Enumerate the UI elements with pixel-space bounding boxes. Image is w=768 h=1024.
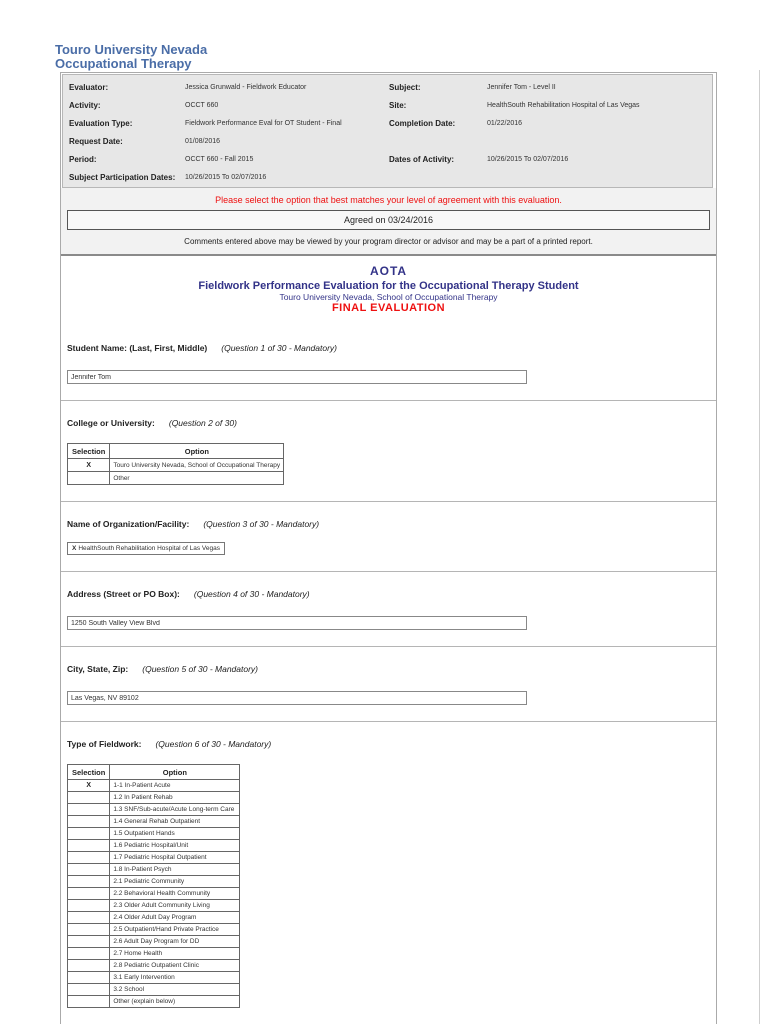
facility-name: HealthSouth Rehabilitation Hospital of Las Vegas <box>78 545 220 552</box>
option-row[interactable] <box>68 960 240 972</box>
question-4-address <box>61 571 716 646</box>
form-area <box>61 256 716 1024</box>
address-input[interactable] <box>67 616 527 630</box>
selection-x-mark: X <box>72 545 77 552</box>
page-title <box>55 43 207 71</box>
option-row[interactable] <box>68 459 284 472</box>
selection-cell[interactable] <box>68 864 110 876</box>
option-row[interactable] <box>68 816 240 828</box>
info-field-value: Jessica Grunwald - Fieldwork Educator <box>185 84 307 91</box>
page-edge-divider <box>759 70 760 1024</box>
option-label: 1.2 In Patient Rehab <box>110 792 240 804</box>
option-row[interactable] <box>68 996 240 1008</box>
info-field-label: Site: <box>389 101 407 110</box>
option-row[interactable] <box>68 984 240 996</box>
selection-cell[interactable] <box>68 900 110 912</box>
question-meta: (Question 4 of 30 - Mandatory) <box>193 589 310 599</box>
form-subtitle: Touro University Nevada, School of Occupational Therapy <box>279 292 498 302</box>
option-label: 2.3 Older Adult Community Living <box>110 900 240 912</box>
student-name-input[interactable] <box>67 370 527 384</box>
option-row[interactable] <box>68 972 240 984</box>
selection-cell[interactable] <box>68 792 110 804</box>
option-row[interactable] <box>68 924 240 936</box>
option-label: 2.7 Home Health <box>110 948 240 960</box>
question-label: College or University: <box>67 418 155 428</box>
question-label: Type of Fieldwork: <box>67 739 142 749</box>
question-3-organization <box>61 501 716 571</box>
option-row[interactable] <box>68 792 240 804</box>
selection-cell[interactable] <box>68 996 110 1008</box>
option-label: 1.5 Outpatient Hands <box>110 828 240 840</box>
info-field-value <box>487 137 708 138</box>
info-row <box>69 137 708 155</box>
final-evaluation-label: FINAL EVALUATION <box>331 302 446 314</box>
info-field-value: OCCT 660 - Fall 2015 <box>185 156 254 163</box>
selection-cell[interactable] <box>68 948 110 960</box>
option-label: 1.4 General Rehab Outpatient <box>110 816 240 828</box>
option-column-header: Option <box>110 765 240 780</box>
option-row[interactable] <box>68 888 240 900</box>
option-label: 2.2 Behavioral Health Community <box>110 888 240 900</box>
agreement-notice: Please select the option that best matches your level of agreement with this evaluation. <box>215 195 562 205</box>
info-field-label: Completion Date: <box>389 119 456 128</box>
selection-cell[interactable] <box>68 924 110 936</box>
option-row[interactable] <box>68 912 240 924</box>
option-row[interactable] <box>68 472 284 485</box>
option-label: 1.6 Pediatric Hospital/Unit <box>110 840 240 852</box>
city-state-zip-input[interactable] <box>67 691 527 705</box>
selection-cell[interactable] <box>68 840 110 852</box>
option-column-header: Option <box>110 444 284 459</box>
selection-cell[interactable] <box>68 972 110 984</box>
option-label: 1.3 SNF/Sub-acute/Acute Long-term Care <box>110 804 240 816</box>
agreed-status-box[interactable]: Agreed on 03/24/2016 <box>67 210 710 230</box>
question-label: Name of Organization/Facility: <box>67 519 190 529</box>
option-label: 3.1 Early Intervention <box>110 972 240 984</box>
info-field-label: Subject: <box>389 83 421 92</box>
option-row[interactable] <box>68 804 240 816</box>
info-field-label: Evaluator: <box>69 83 109 92</box>
option-label: 2.4 Older Adult Day Program <box>110 912 240 924</box>
info-field-value: Fieldwork Performance Eval for OT Student - Final <box>185 120 342 127</box>
selection-cell[interactable] <box>68 472 110 485</box>
college-selection-table <box>67 443 284 485</box>
option-label: 2.8 Pediatric Outpatient Clinic <box>110 960 240 972</box>
selection-cell[interactable] <box>68 876 110 888</box>
selection-cell[interactable] <box>68 828 110 840</box>
selection-cell[interactable]: X <box>68 780 110 792</box>
option-row[interactable] <box>68 828 240 840</box>
option-row[interactable] <box>68 840 240 852</box>
comments-note: Comments entered above may be viewed by your program director or advisor and may be a part of a printed report. <box>184 237 593 246</box>
question-meta: (Question 3 of 30 - Mandatory) <box>203 519 320 529</box>
option-label: Touro University Nevada, School of Occupational Therapy <box>110 459 284 472</box>
table-header-row <box>68 765 240 780</box>
info-field-value: HealthSouth Rehabilitation Hospital of Las Vegas <box>487 102 640 109</box>
info-row <box>69 119 708 137</box>
selection-cell[interactable] <box>68 816 110 828</box>
info-field-value: 10/26/2015 To 02/07/2016 <box>487 156 569 163</box>
question-2-college <box>61 400 716 501</box>
info-field-value: OCCT 660 <box>185 102 219 109</box>
info-row <box>69 155 708 173</box>
selection-cell[interactable] <box>68 804 110 816</box>
selection-column-header: Selection <box>68 765 110 780</box>
option-label: 2.6 Adult Day Program for DD <box>110 936 240 948</box>
option-label: 2.1 Pediatric Community <box>110 876 240 888</box>
info-field-value: 01/08/2016 <box>185 138 221 145</box>
info-field-label: Subject Participation Dates: <box>69 173 176 182</box>
question-label: Student Name: (Last, First, Middle) <box>67 343 208 353</box>
option-row[interactable] <box>68 864 240 876</box>
selection-cell[interactable] <box>68 984 110 996</box>
question-label: Address (Street or PO Box): <box>67 589 180 599</box>
question-1-student-name <box>61 326 716 400</box>
org-name: AOTA <box>369 264 408 278</box>
info-field-value: 01/22/2016 <box>487 120 523 127</box>
question-meta: (Question 6 of 30 - Mandatory) <box>155 739 272 749</box>
evaluation-document <box>60 72 717 1024</box>
agreement-section <box>61 188 716 256</box>
department-name: Occupational Therapy <box>55 56 192 71</box>
question-meta: (Question 2 of 30) <box>168 418 237 428</box>
info-field-label: Activity: <box>69 101 101 110</box>
facility-selected-box[interactable] <box>67 542 225 555</box>
question-meta: (Question 5 of 30 - Mandatory) <box>142 664 259 674</box>
university-name: Touro University Nevada <box>55 42 208 57</box>
option-row[interactable] <box>68 780 240 792</box>
question-label: City, State, Zip: <box>67 664 129 674</box>
option-label: Other <box>110 472 284 485</box>
table-header-row <box>68 444 284 459</box>
info-row <box>69 83 708 101</box>
question-5-city-state-zip <box>61 646 716 721</box>
question-6-fieldwork-type <box>61 721 716 1024</box>
option-row[interactable] <box>68 948 240 960</box>
question-meta: (Question 1 of 30 - Mandatory) <box>221 343 338 353</box>
selection-cell[interactable] <box>68 852 110 864</box>
info-field-value <box>487 173 708 174</box>
option-label: 1-1 In-Patient Acute <box>110 780 240 792</box>
option-label: 1.7 Pediatric Hospital Outpatient <box>110 852 240 864</box>
fieldwork-type-selection-table <box>67 764 240 1008</box>
selection-cell[interactable]: X <box>68 459 110 472</box>
info-field-label: Period: <box>69 155 97 164</box>
option-row[interactable] <box>68 852 240 864</box>
info-field-label: Request Date: <box>69 137 123 146</box>
option-label: Other (explain below) <box>110 996 240 1008</box>
selection-cell[interactable] <box>68 888 110 900</box>
info-field-label: Dates of Activity: <box>389 155 455 164</box>
selection-cell[interactable] <box>68 936 110 948</box>
info-field-label: Evaluation Type: <box>69 119 133 128</box>
evaluation-info-panel <box>62 74 713 188</box>
info-field-value: 10/26/2015 To 02/07/2016 <box>185 174 267 181</box>
info-row <box>69 101 708 119</box>
option-row[interactable] <box>68 900 240 912</box>
option-row[interactable] <box>68 936 240 948</box>
info-field-value: Jennifer Tom - Level II <box>487 84 556 91</box>
option-label: 1.8 In-Patient Psych <box>110 864 240 876</box>
selection-cell[interactable] <box>68 960 110 972</box>
form-title: Fieldwork Performance Evaluation for the Occupational Therapy Student <box>198 280 579 292</box>
selection-column-header: Selection <box>68 444 110 459</box>
selection-cell[interactable] <box>68 912 110 924</box>
option-label: 3.2 School <box>110 984 240 996</box>
option-label: 2.5 Outpatient/Hand Private Practice <box>110 924 240 936</box>
option-row[interactable] <box>68 876 240 888</box>
form-header <box>61 256 716 326</box>
